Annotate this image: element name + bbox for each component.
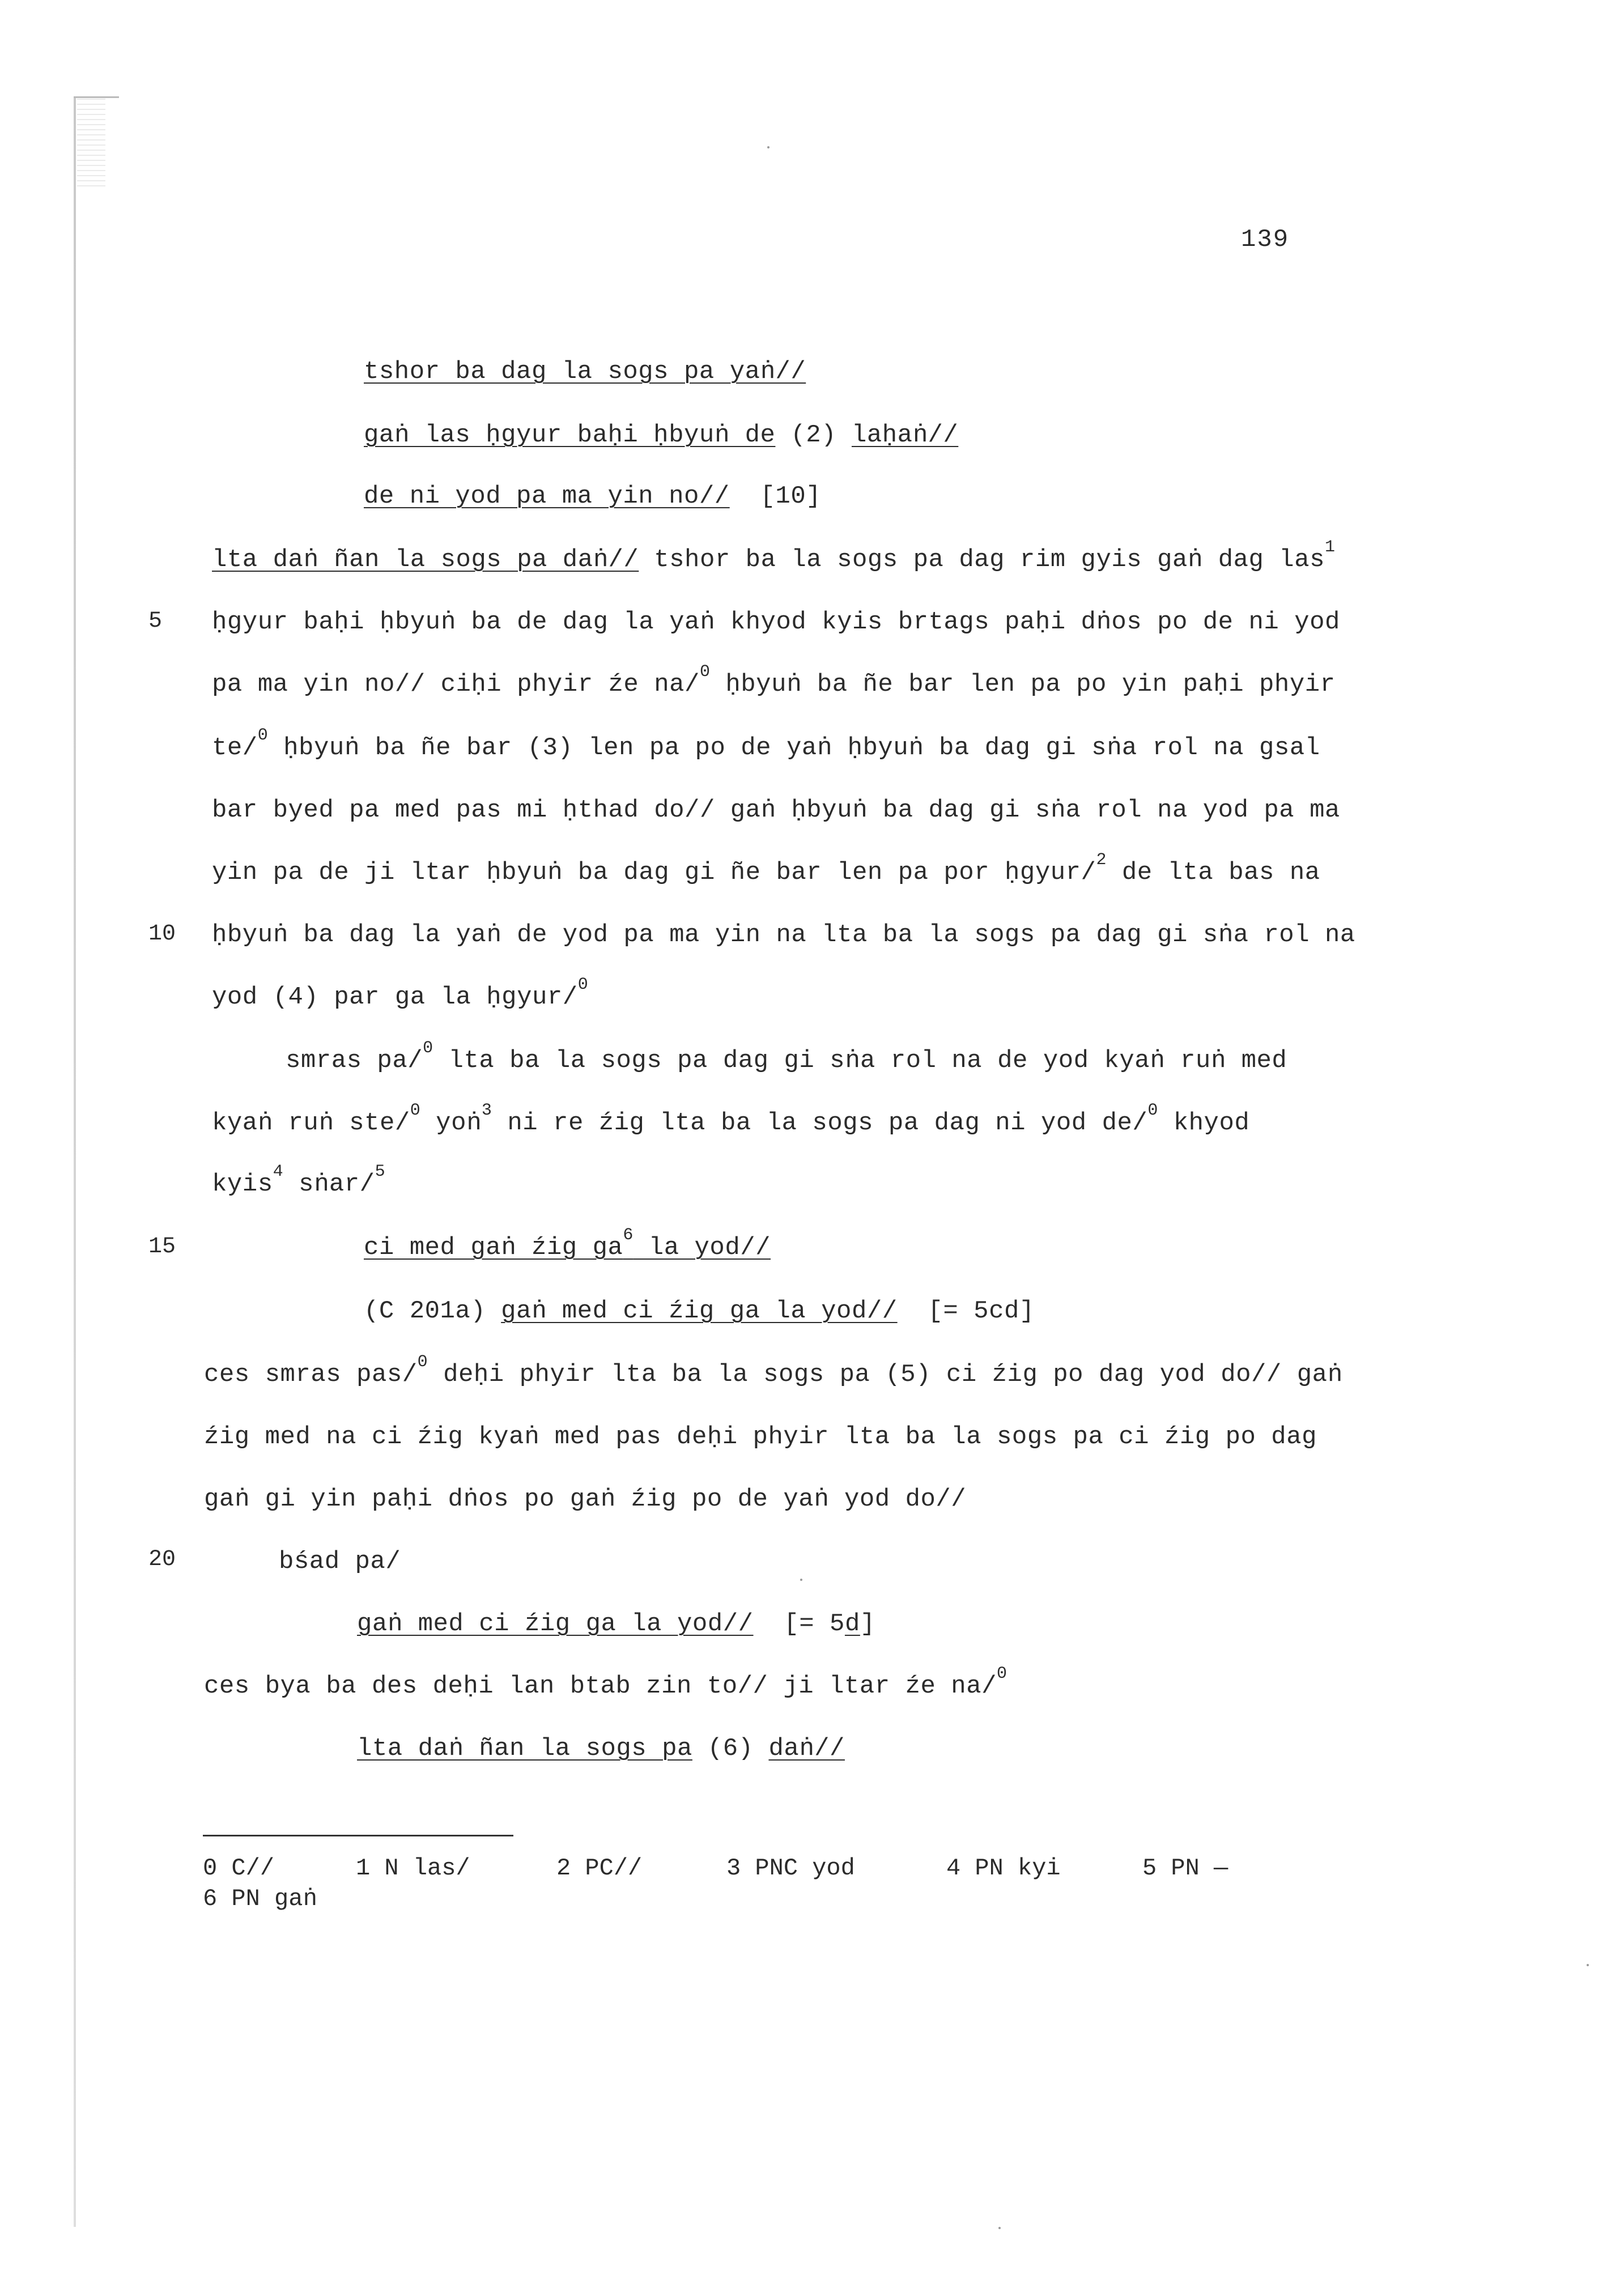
footnote: 6 PN gaṅ bbox=[203, 1885, 317, 1912]
speck bbox=[1587, 1964, 1589, 1966]
line-number: 10 bbox=[148, 921, 176, 947]
footnote: 2 PC// bbox=[556, 1855, 643, 1882]
speck bbox=[767, 146, 770, 148]
page-number: 139 bbox=[1241, 226, 1290, 254]
text-line: lta daṅ ñan la sogs pa daṅ// tshor ba la sogs pa dag rim gyis gaṅ dag las$^1$ bbox=[212, 538, 1336, 574]
text-line: ḥbyuṅ ba dag la yaṅ de yod pa ma yin na lta ba la sogs pa dag gi sṅa rol na bbox=[212, 921, 1355, 949]
text-line: bar byed pa med pas mi ḥthad do// gaṅ ḥbyuṅ ba dag gi sṅa rol na yod pa ma bbox=[212, 796, 1340, 824]
verse-line: lta daṅ ñan la sogs pa (6) daṅ// bbox=[357, 1734, 845, 1763]
footnote: 0 C// bbox=[203, 1855, 275, 1882]
verse-line: tshor ba dag la sogs pa yaṅ// bbox=[364, 358, 806, 386]
verse-line: de ni yod pa ma yin no// [10] bbox=[364, 482, 822, 511]
scan-artifact bbox=[77, 99, 105, 189]
speck bbox=[800, 1579, 802, 1581]
speck bbox=[998, 2227, 1001, 2229]
text-line: kyis$^4$ sṅar/$^5$ bbox=[212, 1162, 386, 1198]
text-line: yod (4) par ga la ḥgyur/$^0$ bbox=[212, 975, 589, 1011]
verse-line: (C 201a) gaṅ med ci źig ga la yod// [= 5cd] bbox=[364, 1297, 1035, 1325]
footnote: 5 PN — bbox=[1142, 1855, 1228, 1882]
text-line: bśad pa/ bbox=[279, 1547, 401, 1576]
text-line: ces smras pas/$^0$ deḥi phyir lta ba la sogs pa (5) ci źig po dag yod do// gaṅ bbox=[204, 1353, 1343, 1389]
text-line: te/$^0$ ḥbyuṅ ba ñe bar (3) len pa po de yaṅ ḥbyuṅ ba dag gi sṅa rol na gsal bbox=[212, 726, 1320, 762]
verse-line: ci med gaṅ źig $ga^6$ la yod// bbox=[364, 1226, 771, 1262]
text-line: pa ma yin no// ciḥi phyir źe na/$^0$ ḥbyuṅ ba ñe bar len pa po yin paḥi phyir bbox=[212, 662, 1336, 699]
footnote: 4 PN kyi bbox=[946, 1855, 1061, 1882]
text-line: yin pa de ji ltar ḥbyuṅ ba dag gi ñe bar len pa por ḥgyur/$^2$ de lta bas na bbox=[212, 851, 1320, 887]
line-number: 20 bbox=[148, 1547, 176, 1572]
text-line: gaṅ gi yin paḥi dṅos po gaṅ źig po de yaṅ yod do// bbox=[204, 1485, 967, 1513]
line-number: 5 bbox=[148, 609, 163, 634]
line-number: 15 bbox=[148, 1234, 176, 1260]
text-line: źig med na ci źig kyaṅ med pas deḥi phyir lta ba la sogs pa ci źig po dag bbox=[204, 1423, 1317, 1451]
footnote: 1 N las/ bbox=[356, 1855, 470, 1882]
text-line: kyaṅ ruṅ ste/$^0$ yoṅ$^3$ ni re źig lta ba la sogs pa dag ni yod de/$^0$ khyod bbox=[212, 1101, 1250, 1137]
footnote: 3 PNC yod bbox=[726, 1855, 855, 1882]
text-line: ces bya ba des deḥi lan btab zin to// ji ltar źe na/$^0$ bbox=[204, 1664, 1007, 1700]
verse-line: gaṅ las ḥgyur baḥi ḥbyuṅ de (2) laḥaṅ// bbox=[364, 421, 959, 449]
page-binding-corner bbox=[74, 96, 119, 98]
verse-line: gaṅ med ci źig ga la yod// [= 5d] bbox=[357, 1610, 875, 1638]
text-line: smras pa/$^0$ lta ba la sogs pa dag gi sṅa rol na de yod kyaṅ ruṅ med bbox=[286, 1039, 1287, 1075]
page-binding-edge bbox=[74, 96, 76, 2227]
footnote-rule bbox=[203, 1835, 513, 1836]
text-line: ḥgyur baḥi ḥbyuṅ ba de dag la yaṅ khyod kyis brtags paḥi dṅos po de ni yod bbox=[212, 608, 1340, 636]
